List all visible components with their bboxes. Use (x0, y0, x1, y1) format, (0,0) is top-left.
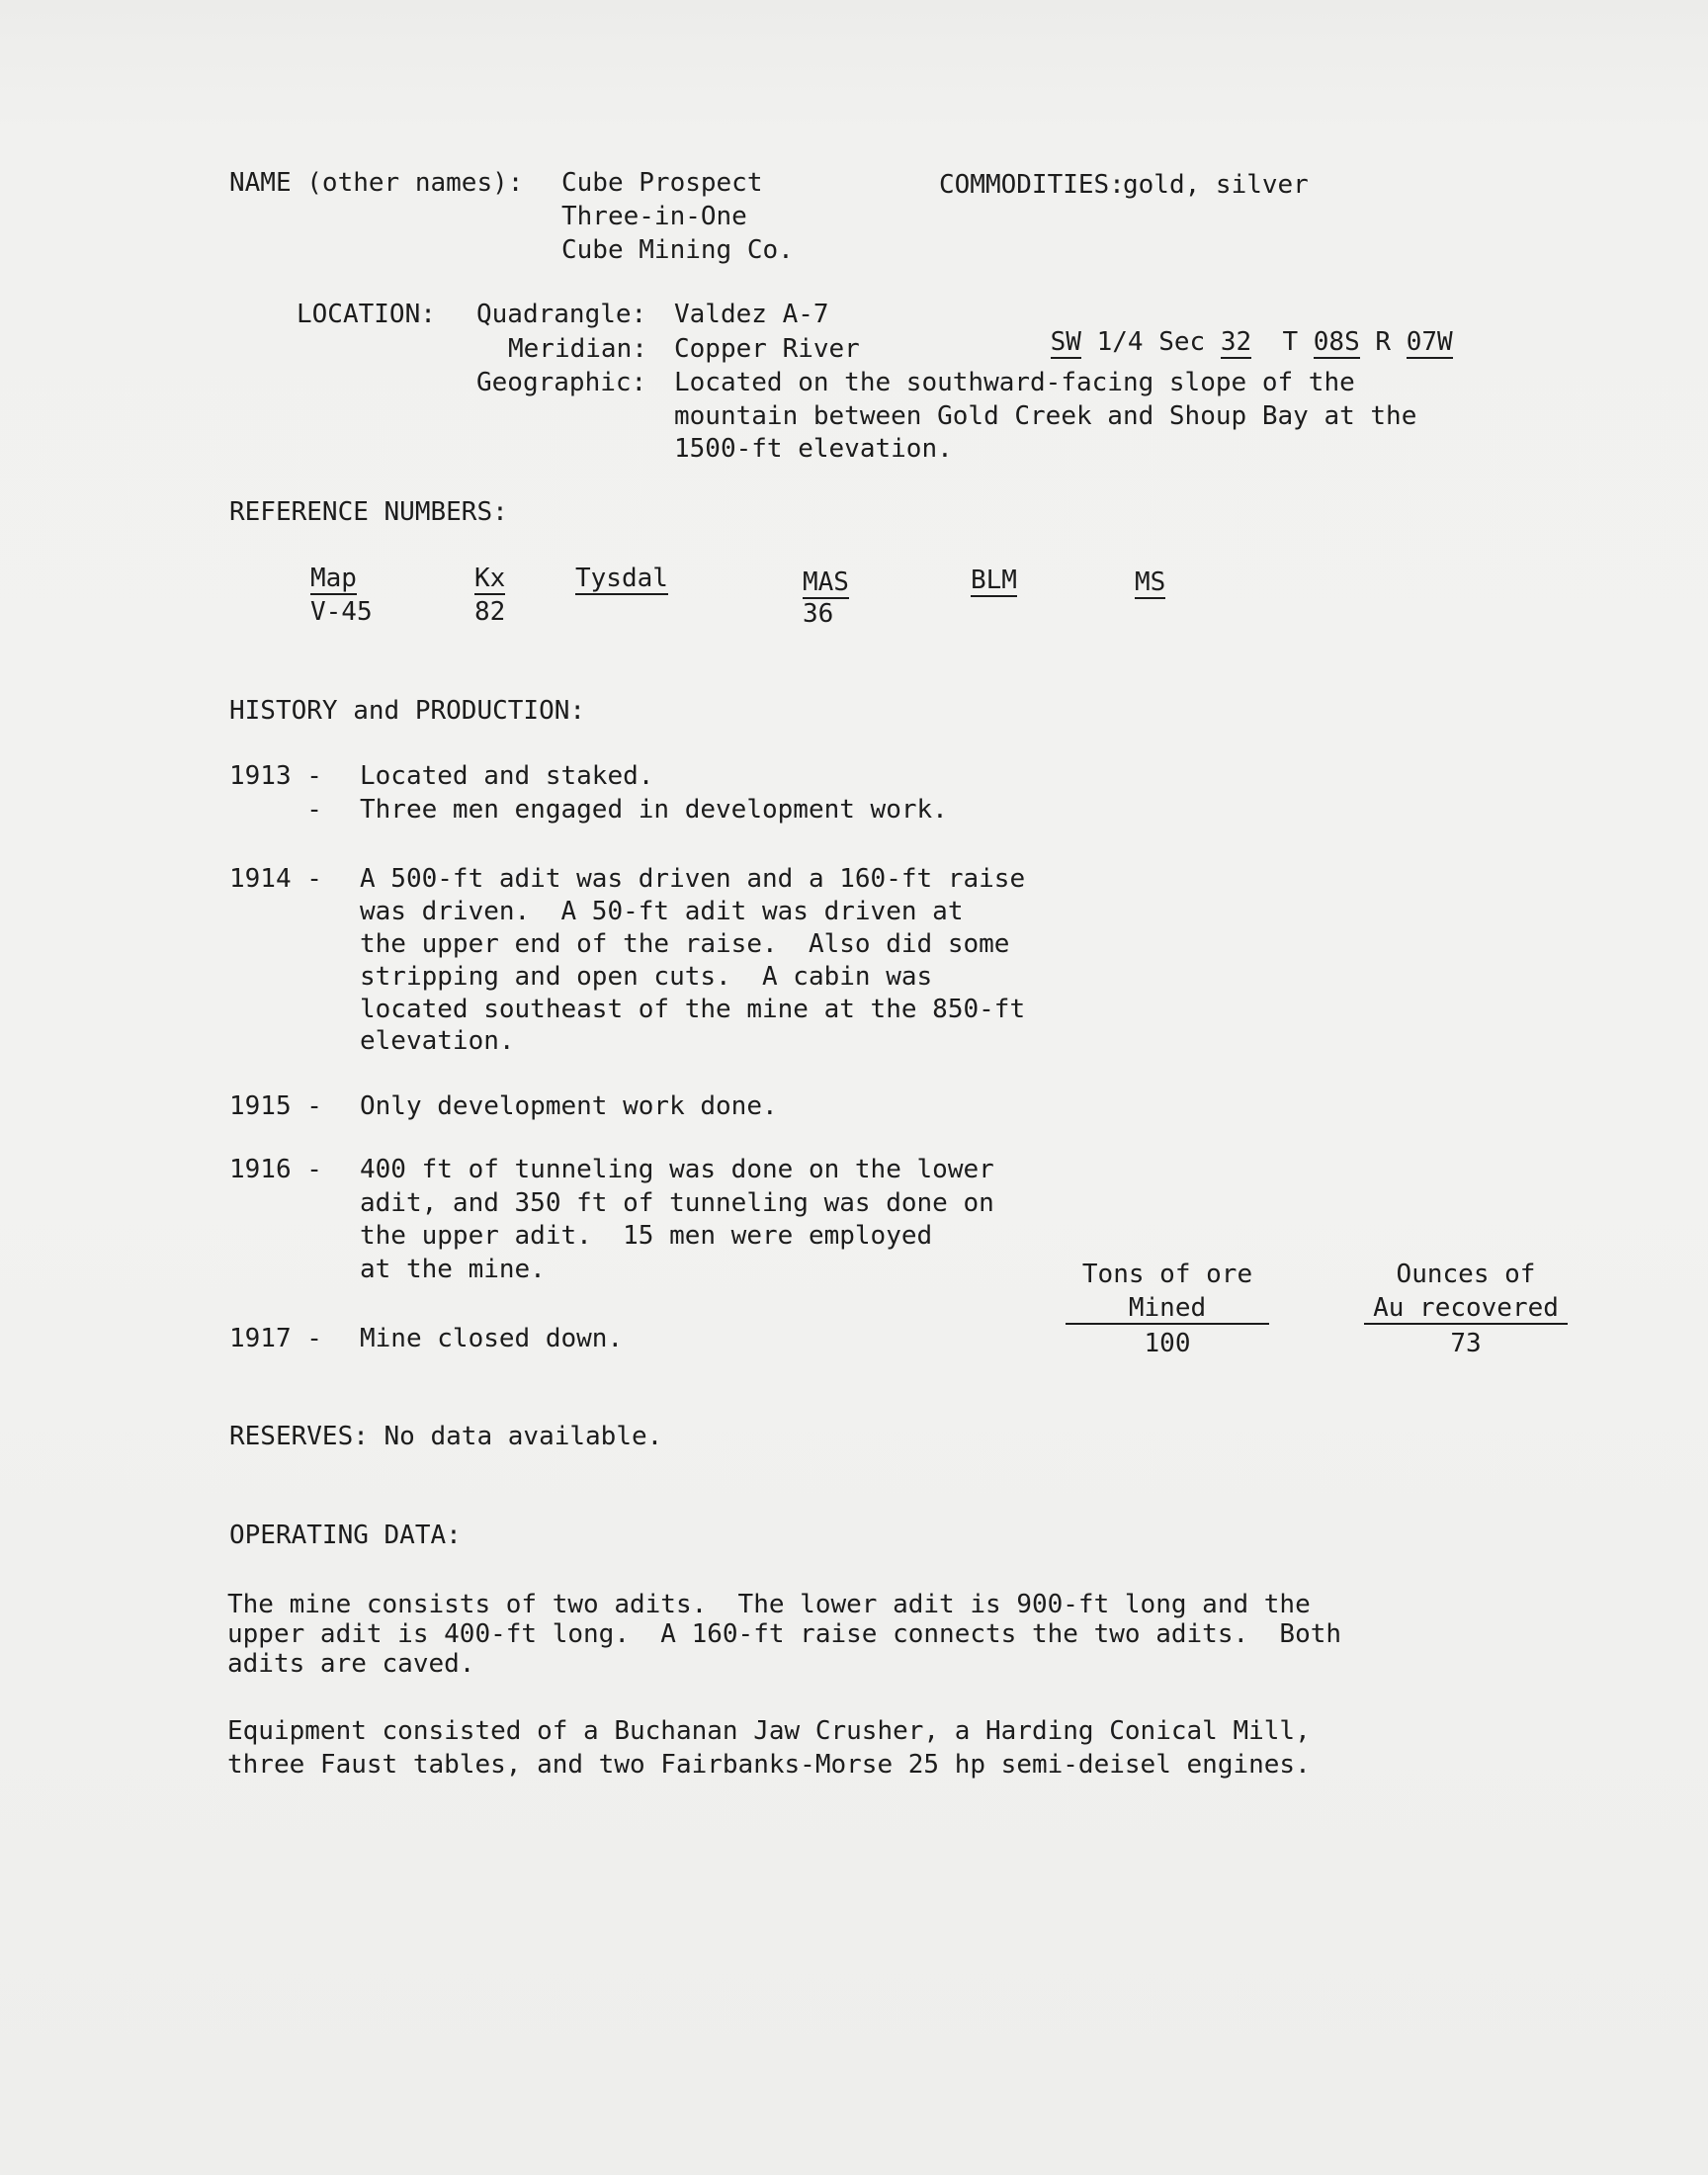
operating-p1-line-2: upper adit is 400-ft long. A 160-ft raise connects the two adits. Both (227, 1619, 1342, 1649)
history-text-1917: Mine closed down. (360, 1324, 624, 1353)
township-value: 08S (1313, 327, 1360, 357)
ref-value-map: V-45 (310, 597, 373, 627)
tons-mined-value: 100 (1144, 1329, 1191, 1358)
ounces-header-line-1: Ounces of (1396, 1260, 1536, 1289)
history-text-1913b: Three men engaged in development work. (360, 795, 948, 825)
ref-header-blm: BLM (971, 566, 1017, 595)
ref-col-map (310, 566, 357, 595)
operating-p1-line-1: The mine consists of two adits. The lower adit is 900-ft long and the (227, 1590, 1311, 1619)
ref-col-mas (803, 569, 849, 599)
ref-value-kx: 82 (474, 597, 506, 627)
range-value: 07W (1406, 327, 1453, 357)
quarter-suffix: 1/4 Sec (1096, 327, 1206, 357)
geographic-line-1: Located on the southward-facing slope of the (674, 368, 1355, 397)
operating-p1-line-3: adits are caved. (227, 1649, 475, 1679)
meridian-value: Copper River (674, 334, 860, 364)
name-label: NAME (other names): (229, 168, 524, 198)
operating-p2-line-2: three Faust tables, and two Fairbanks-Morse 25 hp semi-deisel engines. (227, 1750, 1311, 1780)
history-text-1916-2: adit, and 350 ft of tunneling was done on (360, 1188, 994, 1218)
quadrangle-value: Valdez A-7 (674, 300, 829, 329)
history-year-1914: 1914 - (229, 864, 322, 894)
history-year-1913: 1913 - (229, 761, 322, 791)
name-primary: Cube Prospect (561, 168, 763, 198)
tons-header-line-1: Tons of ore (1081, 1260, 1253, 1289)
ref-header-ms: MS (1135, 567, 1166, 597)
township-label: T (1282, 327, 1299, 357)
ref-value-mas: 36 (803, 599, 834, 629)
geographic-line-3: 1500-ft elevation. (674, 434, 953, 464)
reserves-text: RESERVES: No data available. (229, 1422, 663, 1451)
ref-col-ms (1135, 569, 1165, 599)
history-text-1914-3: the upper end of the raise. Also did some (360, 929, 1010, 959)
history-text-1915: Only development work done. (360, 1091, 778, 1121)
reference-label: REFERENCE NUMBERS: (229, 497, 508, 527)
commodities-label: COMMODITIES: (939, 170, 1125, 200)
range-label: R (1375, 327, 1392, 357)
section-number: 32 (1220, 327, 1252, 357)
ounces-header-rule (1364, 1323, 1568, 1325)
name-alt-2: Cube Mining Co. (561, 235, 794, 265)
location-label: LOCATION: (297, 300, 436, 329)
history-text-1914-6: elevation. (360, 1026, 515, 1056)
history-text-1913: Located and staked. (360, 761, 654, 791)
ref-header-tysdal: Tysdal (575, 564, 668, 593)
history-label: HISTORY and PRODUCTION: (229, 696, 586, 726)
ref-header-map: Map (310, 564, 357, 593)
history-text-1914-4: stripping and open cuts. A cabin was (360, 962, 933, 992)
ref-col-kx (474, 566, 505, 595)
ref-header-kx: Kx (474, 564, 506, 593)
ref-header-mas: MAS (803, 567, 849, 597)
ounces-recovered-value: 73 (1450, 1329, 1482, 1358)
quarter-section: SW (1050, 327, 1081, 357)
history-text-1916-3: the upper adit. 15 men were employed (360, 1221, 933, 1251)
history-year-1915: 1915 - (229, 1091, 322, 1121)
geographic-label: Geographic: (476, 368, 647, 397)
legal-description (988, 304, 1453, 385)
history-text-1914-2: was driven. A 50-ft adit was driven at (360, 897, 964, 926)
history-text-1916-1: 400 ft of tunneling was done on the lower (360, 1155, 994, 1184)
history-year-1917: 1917 - (229, 1324, 322, 1353)
geographic-line-2: mountain between Gold Creek and Shoup Bay at the (674, 401, 1417, 431)
history-text-1914-5: located southeast of the mine at the 850-ft (360, 995, 1026, 1024)
ounces-header-line-2: Au recovered (1373, 1293, 1559, 1323)
meridian-label: Meridian: (508, 334, 647, 364)
ref-col-tysdal (575, 566, 668, 595)
history-year-dash: - (229, 795, 322, 825)
history-text-1916-4: at the mine. (360, 1255, 546, 1284)
tons-header-rule (1066, 1323, 1269, 1325)
ref-col-blm (971, 567, 1017, 597)
quadrangle-label: Quadrangle: (476, 300, 647, 329)
tons-header-line-2: Mined (1128, 1293, 1207, 1323)
history-year-1916: 1916 - (229, 1155, 322, 1184)
name-alt-1: Three-in-One (561, 202, 747, 231)
operating-p2-line-1: Equipment consisted of a Buchanan Jaw Crusher, a Harding Conical Mill, (227, 1716, 1311, 1746)
history-text-1914-1: A 500-ft adit was driven and a 160-ft raise (360, 864, 1026, 894)
operating-label: OPERATING DATA: (229, 1521, 462, 1550)
commodities-value: gold, silver (1123, 170, 1309, 200)
